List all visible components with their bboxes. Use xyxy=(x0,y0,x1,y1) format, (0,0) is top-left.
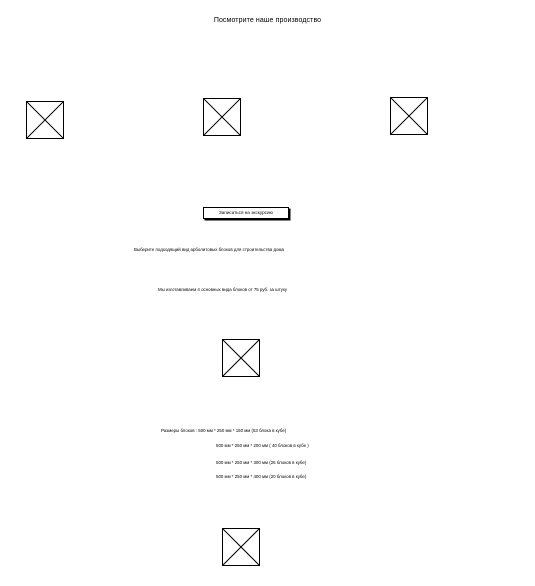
production-photo-3-placeholder-icon xyxy=(390,97,428,135)
production-info-text: Мы изготавливаем 4 основных вида блоков от 75 руб. за штуку xyxy=(158,287,288,292)
block-size-2: 500 мм * 250 мм * 200 мм ( 40 блоков в кубе ) xyxy=(216,443,309,448)
excursion-signup-button[interactable]: Записаться на экскурсию xyxy=(203,207,289,219)
block-photo-2-placeholder-icon xyxy=(222,528,260,566)
production-photo-1-placeholder-icon xyxy=(26,101,64,139)
choose-blocks-text: Выберите подходящий вид арболитовых блоков для строительства дома xyxy=(134,247,284,252)
block-size-1: 500 мм * 250 мм * 150 мм (53 блока в кубе) xyxy=(198,428,287,433)
page-title: Посмотрите наше производство xyxy=(213,17,322,24)
block-photo-placeholder-icon xyxy=(222,339,260,377)
production-photo-2-placeholder-icon xyxy=(203,98,241,136)
block-sizes-line-1 xyxy=(161,428,286,433)
block-size-4: 500 мм * 250 мм * 400 мм (20 блоков в кубе) xyxy=(216,474,307,479)
block-size-3: 500 мм * 250 мм * 300 мм (26 блоков в кубе) xyxy=(216,460,307,465)
block-sizes-label: Размеры блоков : xyxy=(161,428,199,433)
